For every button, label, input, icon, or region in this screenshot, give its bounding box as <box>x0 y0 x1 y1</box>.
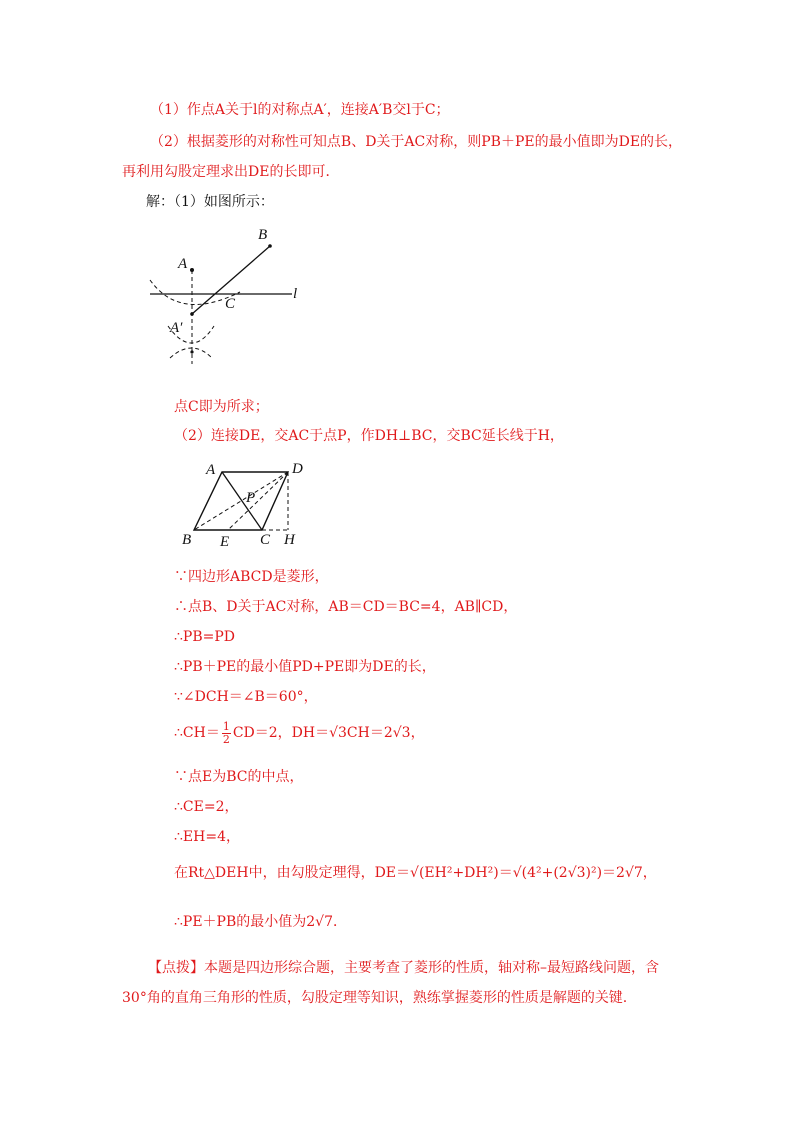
solution-part1-result: 点C即为所求； <box>174 399 269 415</box>
proof-line-2: ∴点B、D关于AC对称，AB＝CD＝BC=4，AB∥CD， <box>174 599 518 615</box>
analysis-step-2: （2）根据菱形的对称性可知点B、D关于AC对称，则PB＋PE的最小值即为DE的长， <box>150 134 683 150</box>
fig1-label-c: C <box>225 296 236 312</box>
proof-line-6-rest: CD＝2，DH＝√3CH＝2√3， <box>232 725 425 741</box>
tip-paragraph-cont: 30°角的直角三角形的性质，勾股定理等知识，熟练掌握菱形的性质是解题的关键. <box>122 990 628 1006</box>
analysis-step-1: （1）作点A关于l的对称点A′，连接A′B交l于C； <box>150 102 450 118</box>
fig1-label-a: A <box>178 256 188 272</box>
proof-line-6 <box>174 720 425 746</box>
proof-line-9: ∴EH=4， <box>174 829 240 845</box>
fraction-one-half <box>222 721 231 746</box>
proof-line-4: ∴PB＋PE的最小值PD+PE即为DE的长， <box>174 659 436 675</box>
proof-line-7: ∵点E为BC的中点， <box>174 769 304 785</box>
fig1-label-l: l <box>293 286 298 302</box>
fig1-label-aprime: A′ <box>170 320 183 336</box>
fraction-numerator: 1 <box>222 719 230 733</box>
fraction-denominator: 2 <box>222 732 230 746</box>
figure-rhombus <box>180 458 320 548</box>
fig2-label-d: D <box>292 461 303 477</box>
fig2-label-e: E <box>220 534 230 548</box>
fig2-label-p: P <box>246 490 256 506</box>
solution-heading: 解：（1）如图所示： <box>146 194 274 210</box>
fig2-label-c: C <box>260 532 271 548</box>
proof-line-3: ∴PB=PD <box>174 629 235 645</box>
proof-line-1: ∵四边形ABCD是菱形， <box>174 569 329 585</box>
fig2-label-b: B <box>182 532 192 548</box>
proof-line-8: ∴CE=2， <box>174 799 239 815</box>
proof-line-5: ∵∠DCH＝∠B＝60°， <box>174 689 318 705</box>
proof-line-11: ∴PE＋PB的最小值为2√7． <box>174 914 347 930</box>
proof-line-10: 在Rt△DEH中，由勾股定理得，DE＝√(EH²+DH²)＝√(4²+(2√3)²)＝2√7， <box>174 865 657 881</box>
analysis-step-2-cont: 再利用勾股定理求出DE的长即可． <box>122 164 340 180</box>
solution-part2-intro: （2）连接DE，交AC于点P，作DH⊥BC，交BC延长线于H， <box>174 428 564 444</box>
fig2-label-h: H <box>284 532 295 548</box>
tip-paragraph: 【点拨】本题是四边形综合题，主要考查了菱形的性质，轴对称–最短路线问题，含 <box>148 960 659 976</box>
fig2-label-a: A <box>206 462 216 478</box>
proof-line-6-lead: ∴CH＝ <box>174 725 220 741</box>
figure-construction <box>140 222 340 372</box>
fig1-label-b: B <box>258 227 268 243</box>
